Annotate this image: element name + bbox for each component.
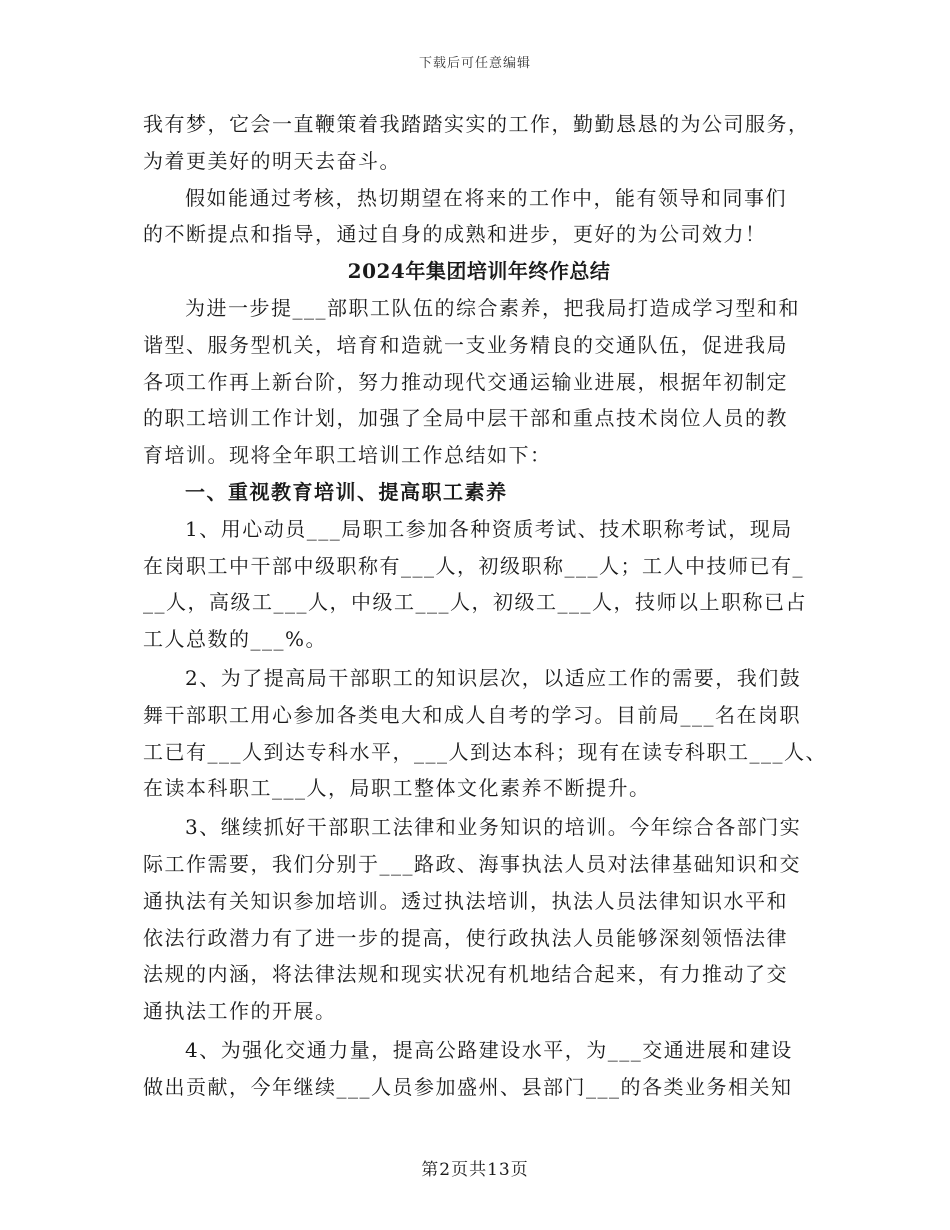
paragraph-line: 为进一步提___部职工队伍的综合素养，把我局打造成学习型和和 — [185, 295, 800, 320]
paragraph-line: 通执法有关知识参加培训。透过执法培训，执法人员法律知识水平和 — [143, 888, 788, 913]
paragraph-line: 通执法工作的开展。 — [143, 999, 337, 1024]
paragraph-line: 为着更美好的明天去奋斗。 — [143, 148, 401, 173]
paragraph-line: 在读本科职工___人，局职工整体文化素养不断提升。 — [143, 776, 651, 801]
paragraph-line: 育培训。现将全年职工培训工作总结如下： — [143, 443, 552, 468]
section-heading: 一、重视教育培训、提高职工素养 — [185, 479, 508, 504]
paragraph-line: 工人总数的___%。 — [143, 627, 328, 652]
paragraph-line: 做出贡献，今年继续___人员参加盛州、县部门___的各类业务相关知 — [143, 1074, 793, 1099]
paragraph-line: 法规的内涵，将法律法规和现实状况有机地结合起来，有力推动了交 — [143, 962, 788, 987]
document-title: 2024年集团培训年终作总结 — [347, 259, 611, 284]
paragraph-line: 依法行政潜力有了进一步的提高，使行政执法人员能够深刻领悟法律 — [143, 925, 788, 950]
paragraph-line: 我有梦，它会一直鞭策着我踏踏实实的工作，勤勤恳恳的为公司服务， — [143, 112, 810, 136]
paragraph-line: 在岗职工中干部中级职称有___人，初级职称___人；工人中技师已有_ — [143, 553, 804, 578]
paragraph-line: 舞干部职工用心参加各类电大和成人自考的学习。目前局___名在岗职 — [143, 702, 801, 727]
paragraph-line: 工已有___人到达专科水平，___人到达本科；现有在读专科职工___人、 — [143, 739, 827, 764]
page-header: 下载后可任意编辑 — [418, 56, 531, 71]
paragraph-line: 4、为强化交通力量，提高公路建设水平，为___交通进展和建设 — [185, 1037, 793, 1062]
paragraph-line: 假如能通过考核，热切期望在将来的工作中，能有领导和同事们 — [185, 185, 787, 210]
page-number-footer: 第2页共13页 — [421, 1160, 529, 1180]
paragraph-line: 谐型、服务型机关，培育和造就一支业务精良的交通队伍，促进我局 — [143, 332, 788, 357]
document-body — [143, 106, 827, 1106]
paragraph-line: 2、为了提高局干部职工的知识层次，以适应工作的需要，我们鼓 — [185, 665, 802, 690]
paragraph-line: 3、继续抓好干部职工法律和业务知识的培训。今年综合各部门实 — [185, 815, 802, 840]
paragraph-line: 各项工作再上新台阶，努力推动现代交通运输业进展，根据年初制定 — [143, 369, 788, 394]
paragraph-line: 的不断提点和指导，通过自身的成熟和进步，更好的为公司效力！ — [143, 222, 767, 247]
paragraph-line: 际工作需要，我们分别于___路政、海事执法人员对法律基础知识和交 — [143, 851, 801, 876]
paragraph-line: 1、用心动员___局职工参加各种资质考试、技术职称考试，现局 — [185, 516, 793, 541]
paragraph-line: 的职工培训工作计划，加强了全局中层干部和重点技术岗位人员的教 — [143, 406, 788, 431]
paragraph-line: __人，高级工___人，中级工___人，初级工___人，技师以上职称已占 — [143, 590, 807, 615]
